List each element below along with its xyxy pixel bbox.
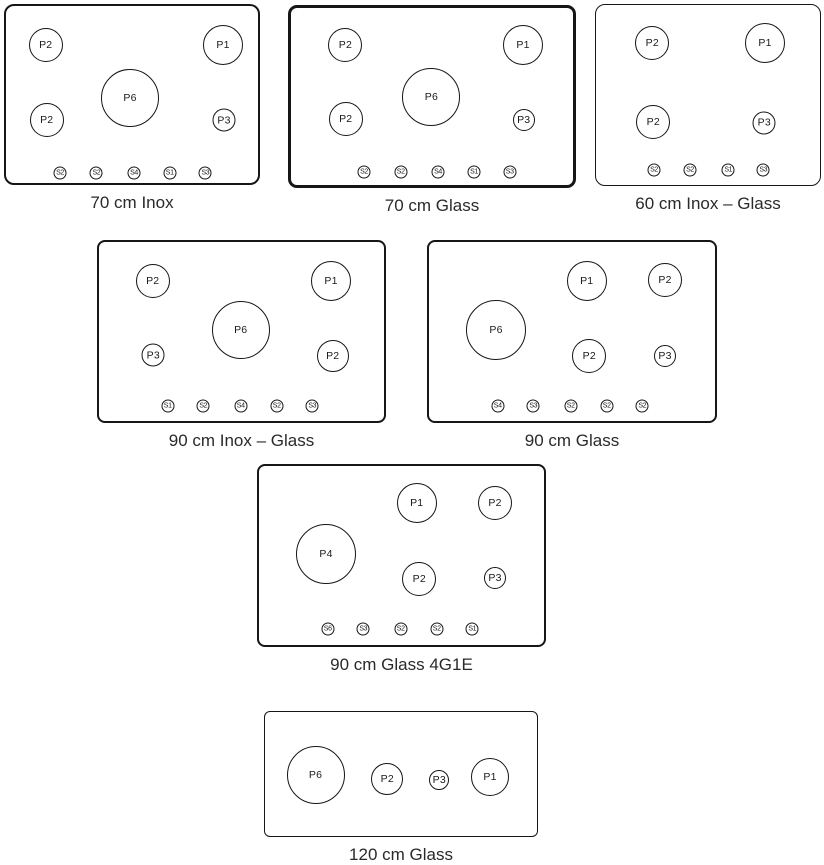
knob-circle [503,166,516,179]
burner-label: P2 [488,497,502,510]
burner-label: P2 [339,113,353,126]
burner-circle [635,26,669,60]
burner-circle [484,567,506,589]
burner-circle [30,103,64,137]
knob-circle [600,399,613,412]
knob-label: S3 [201,169,210,177]
burner-label: P2 [40,114,54,126]
knob-circle [757,164,770,177]
burner-circle [136,264,170,298]
knob-label: S2 [92,169,101,177]
hob-panel-90-cm-glass-4g1e [257,464,546,677]
knob-circle [54,167,67,180]
hob-panel-60-cm-inox-glass [595,4,821,216]
hob-panel-90-cm-inox-glass [97,240,386,453]
knob-circle [466,623,479,636]
burner-circle [371,763,403,795]
knob-circle [234,399,247,412]
knob-circle [468,166,481,179]
burner-label: P1 [216,39,230,51]
knob-label: S2 [396,625,405,633]
burner-label: P4 [319,548,333,561]
panel-caption: 90 cm Glass 4G1E [330,655,473,674]
knob-label: S2 [602,402,611,410]
knob-label: S2 [650,166,658,174]
knob-circle [161,399,174,412]
burner-circle [478,486,512,520]
burner-label: P2 [338,39,353,51]
knob-label: S2 [432,625,441,633]
burner-label: P1 [516,39,530,51]
burner-circle [654,345,676,367]
panel-caption: 70 cm Inox [90,193,174,212]
panel-caption: 60 cm Inox – Glass [635,194,781,213]
burner-label: P6 [234,324,248,336]
burner-circle [648,263,682,297]
knob-label: S2 [272,402,281,410]
burner-label: P3 [488,572,502,585]
hob-panel-70-cm-inox [4,4,260,215]
hob-panel-70-cm-glass [288,5,576,218]
knob-circle [394,623,407,636]
knob-circle [90,167,103,180]
burner-circle [317,340,349,372]
burner-circle [29,28,63,62]
burner-label: P2 [646,115,660,128]
knob-label: S1 [470,168,478,176]
burner-label: P2 [658,274,672,286]
knob-label: S4 [434,168,442,176]
burner-label: P3 [757,116,771,129]
burner-circle [328,28,362,62]
burner-circle [429,770,449,790]
knob-label: S4 [130,169,138,177]
burner-label: P3 [517,114,531,126]
knob-circle [357,623,370,636]
knob-label: S1 [468,625,477,633]
knob-label: S3 [308,402,317,410]
knob-label: S2 [56,169,64,177]
burner-circle [503,25,543,65]
burner-circle [311,261,351,301]
burner-label: P3 [658,349,672,362]
burner-label: P6 [123,91,137,104]
burner-circle [212,301,270,359]
burner-circle [402,68,460,126]
burner-circle [213,109,236,132]
knob-circle [636,399,649,412]
knob-circle [527,399,540,412]
burner-circle [636,105,670,139]
knob-circle [321,623,334,636]
burner-circle [203,25,243,65]
burner-circle [397,483,437,523]
knob-label: S2 [199,402,208,410]
burner-label: P6 [308,769,323,781]
knob-circle [199,167,212,180]
panel-caption: 70 cm Glass [384,196,480,215]
burner-label: P1 [483,771,497,783]
burner-label: P2 [582,349,596,362]
knob-label: S2 [396,168,405,176]
burner-label: P3 [432,774,446,786]
burner-label: P3 [146,349,160,361]
knob-circle [270,399,283,412]
burner-label: P2 [645,37,659,50]
knob-circle [197,399,210,412]
burner-label: P6 [489,324,503,336]
burner-label: P1 [758,37,772,50]
knob-circle [163,167,176,180]
knob-label: S6 [323,625,332,633]
burner-label: P2 [380,773,394,785]
burner-circle [402,562,436,596]
knob-label: S3 [529,402,538,410]
knob-circle [722,164,735,177]
knob-label: S2 [686,166,694,174]
burner-label: P2 [39,39,53,51]
burner-label: P1 [580,274,594,287]
knob-label: S3 [505,168,514,176]
knob-circle [306,399,319,412]
knob-label: S1 [724,166,733,174]
knob-label: S2 [566,402,575,410]
knob-circle [128,167,141,180]
burner-label: P1 [410,497,424,510]
panel-caption: 120 cm Glass [349,845,453,864]
knob-circle [648,164,661,177]
knob-circle [432,166,445,179]
knob-label: S4 [493,402,502,410]
burner-label: P6 [424,91,439,104]
knob-circle [491,399,504,412]
hob-panel-120-cm-glass [264,711,538,865]
burner-circle [745,23,785,63]
hob-outline [595,4,821,186]
burner-circle [329,102,363,136]
burner-circle [753,111,776,134]
knob-label: S1 [163,402,172,410]
panel-caption: 90 cm Glass [524,431,620,450]
burner-label: P2 [412,573,426,585]
hob-panel-90-cm-glass [427,240,717,453]
burner-circle [287,746,345,804]
knob-label: S2 [638,402,647,410]
burner-circle [471,758,509,796]
knob-label: S4 [236,402,245,410]
knob-label: S1 [165,169,174,177]
burner-label: P3 [217,114,231,126]
burner-label: P2 [326,350,340,362]
burner-circle [142,344,165,367]
knob-circle [358,166,371,179]
knob-circle [564,399,577,412]
burner-circle [572,339,606,373]
knob-circle [394,166,407,179]
burner-circle [101,69,159,127]
knob-label: S3 [359,625,368,633]
burner-label: P1 [324,274,338,287]
burner-circle [567,261,607,301]
burner-circle [466,300,526,360]
burner-circle [513,109,535,131]
knob-circle [684,164,697,177]
burner-circle [296,524,356,584]
panel-caption: 90 cm Inox – Glass [168,431,315,450]
knob-label: S3 [759,166,768,174]
knob-circle [430,623,443,636]
burner-label: P2 [146,274,160,287]
knob-label: S2 [360,168,368,176]
